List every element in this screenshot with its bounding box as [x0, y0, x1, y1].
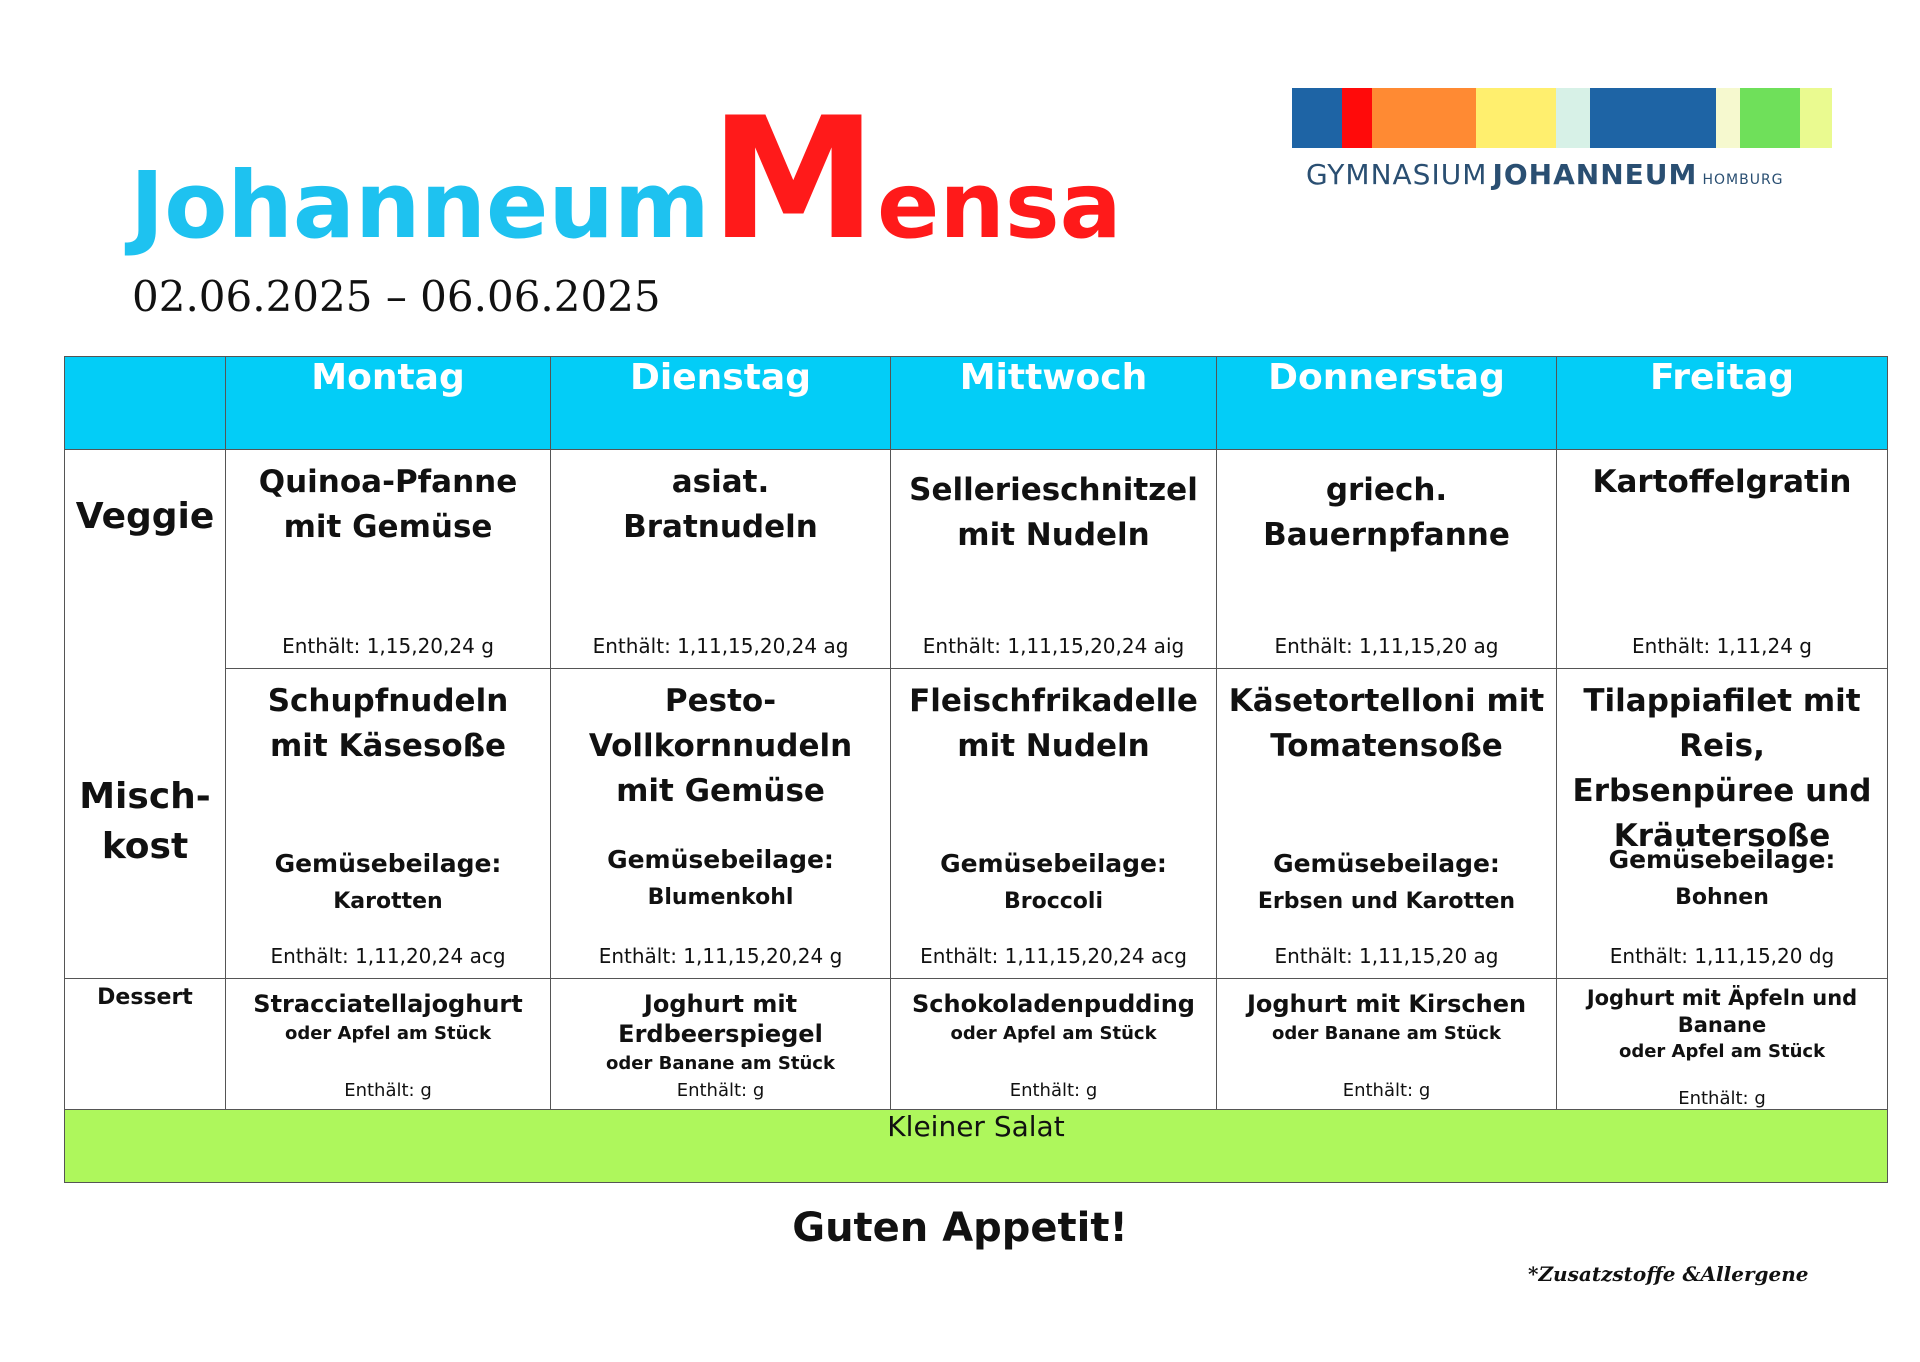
dish-name: Pesto-Vollkornnudeln mit Gemüse — [588, 683, 853, 809]
allergen-info: Enthält: 1,11,24 g — [1632, 634, 1812, 658]
veggie-label: Veggie — [75, 496, 215, 537]
dessert-alternative: oder Apfel am Stück — [950, 1023, 1157, 1044]
day-friday: Freitag — [1557, 357, 1888, 450]
dessert-alternative: oder Banane am Stück — [606, 1053, 835, 1074]
logo-stripe — [1556, 88, 1590, 148]
page-title — [130, 81, 1122, 277]
dessert-row — [65, 979, 1888, 1110]
dessert-cell — [551, 979, 891, 1110]
logo-stripe — [1342, 88, 1372, 148]
logo-stripe — [1590, 88, 1716, 148]
side-label: Gemüsebeilage: — [940, 849, 1167, 878]
mixed-cell — [891, 669, 1217, 979]
dish-name: Tilappiafilet mit Reis, Erbsenpüree und Kräutersoße — [1572, 683, 1872, 854]
day-wednesday: Mittwoch — [891, 357, 1217, 450]
footnote: *Zusatzstoffe &Allergene — [1528, 1262, 1809, 1286]
dish-name: asiat. Bratnudeln — [623, 464, 818, 545]
mixed-cell — [1557, 669, 1888, 979]
dessert-label: Dessert — [97, 985, 193, 1010]
title-johanneum: Johanneum — [130, 152, 710, 259]
veggie-cell — [226, 450, 551, 669]
allergen-info: Enthält: 1,11,15,20,24 g — [598, 944, 843, 968]
side-label: Gemüsebeilage: — [607, 845, 834, 874]
logo-color-bar — [1292, 88, 1832, 148]
dish-name: Fleischfrikadelle mit Nudeln — [909, 683, 1198, 764]
allergen-info: Enthält: 1,11,15,20 dg — [1609, 944, 1835, 968]
side-dish: Erbsen und Karotten — [1257, 889, 1516, 914]
salad-row — [65, 1110, 1888, 1183]
dessert-name: Joghurt mit Äpfeln und Banane — [1586, 986, 1858, 1037]
dish-name: Sellerieschnitzel mit Nudeln — [909, 472, 1198, 553]
mixed-cell — [1217, 669, 1557, 979]
side-label: Gemüsebeilage: — [1608, 845, 1836, 874]
logo-stripe — [1476, 88, 1556, 148]
closing-text: Guten Appetit! — [792, 1205, 1128, 1251]
salad-cell: Kleiner Salat — [65, 1110, 1888, 1183]
allergen-info: Enthält: 1,11,15,20 ag — [1274, 944, 1499, 968]
dish-name: Käsetortelloni mit Tomatensoße — [1228, 683, 1545, 764]
logo-stripe — [1292, 88, 1342, 148]
logo-text-gymnasium: GYMNASIUM — [1306, 158, 1488, 191]
side-dish: Broccoli — [1003, 889, 1103, 914]
veggie-cell — [1557, 450, 1888, 669]
allergen-info: Enthält: g — [344, 1080, 432, 1101]
menu-table — [64, 356, 1888, 1183]
school-logo — [1292, 88, 1832, 191]
veggie-cell — [551, 450, 891, 669]
logo-text-johanneum: JOHANNEUM — [1492, 158, 1698, 191]
dish-name: Quinoa-Pfanne mit Gemüse — [258, 464, 518, 545]
allergen-info: Enthält: g — [676, 1080, 765, 1101]
dessert-cell — [891, 979, 1217, 1110]
allergen-info: Enthält: 1,11,15,20,24 acg — [920, 944, 1187, 968]
date-range: 02.06.2025 – 06.06.2025 — [132, 272, 661, 321]
mixed-cell — [226, 669, 551, 979]
allergen-info: Enthält: 1,11,20,24 acg — [270, 944, 506, 968]
mix-label: Misch- kost — [79, 776, 211, 867]
logo-stripe — [1800, 88, 1832, 148]
logo-stripe — [1740, 88, 1800, 148]
side-dish: Bohnen — [1675, 885, 1769, 910]
allergen-info: Enthält: 1,11,15,20 ag — [1274, 634, 1499, 658]
allergen-info: Enthält: 1,11,15,20,24 aig — [922, 634, 1185, 658]
day-thursday: Donnerstag — [1217, 357, 1557, 450]
title-ensa: ensa — [876, 152, 1122, 259]
title-m: M — [709, 81, 877, 277]
day-header-row — [65, 357, 1888, 450]
label-column — [65, 450, 226, 979]
veggie-cell — [1217, 450, 1557, 669]
logo-stripe — [1716, 88, 1740, 148]
day-monday: Montag — [226, 357, 551, 450]
dessert-name: Schokoladenpudding — [912, 990, 1195, 1018]
logo-stripe — [1372, 88, 1476, 148]
dessert-alternative: oder Banane am Stück — [1272, 1023, 1501, 1044]
veggie-row — [65, 450, 1888, 669]
dessert-name: Joghurt mit Erdbeerspiegel — [618, 990, 823, 1048]
dish-name: Kartoffelgratin — [1592, 464, 1852, 500]
dessert-name: Joghurt mit Kirschen — [1246, 990, 1527, 1018]
dessert-cell — [226, 979, 551, 1110]
dessert-name: Stracciatellajoghurt — [253, 990, 523, 1018]
allergen-info: Enthält: g — [1342, 1080, 1431, 1101]
logo-text-homburg: HOMBURG — [1702, 172, 1784, 188]
side-label: Gemüsebeilage: — [274, 849, 502, 878]
dish-name: griech. Bauernpfanne — [1263, 472, 1510, 553]
dessert-alternative: oder Apfel am Stück — [1618, 1041, 1826, 1062]
day-tuesday: Dienstag — [551, 357, 891, 450]
mixed-row — [65, 669, 1888, 979]
veggie-cell — [891, 450, 1217, 669]
logo-text — [1292, 158, 1832, 191]
dish-name: Schupfnudeln mit Käsesoße — [267, 683, 509, 764]
side-dish: Blumenkohl — [647, 885, 794, 910]
side-dish: Karotten — [333, 889, 443, 914]
corner-cell — [65, 357, 226, 450]
dessert-label-cell — [65, 979, 226, 1110]
allergen-info: Enthält: 1,15,20,24 g — [282, 634, 494, 658]
allergen-info: Enthält: g — [1009, 1080, 1098, 1101]
dessert-alternative: oder Apfel am Stück — [284, 1023, 492, 1044]
dessert-cell — [1557, 979, 1888, 1110]
side-label: Gemüsebeilage: — [1273, 849, 1500, 878]
allergen-info: Enthält: g — [1678, 1088, 1766, 1109]
mixed-cell — [551, 669, 891, 979]
allergen-info: Enthält: 1,11,15,20,24 ag — [592, 634, 849, 658]
dessert-cell — [1217, 979, 1557, 1110]
